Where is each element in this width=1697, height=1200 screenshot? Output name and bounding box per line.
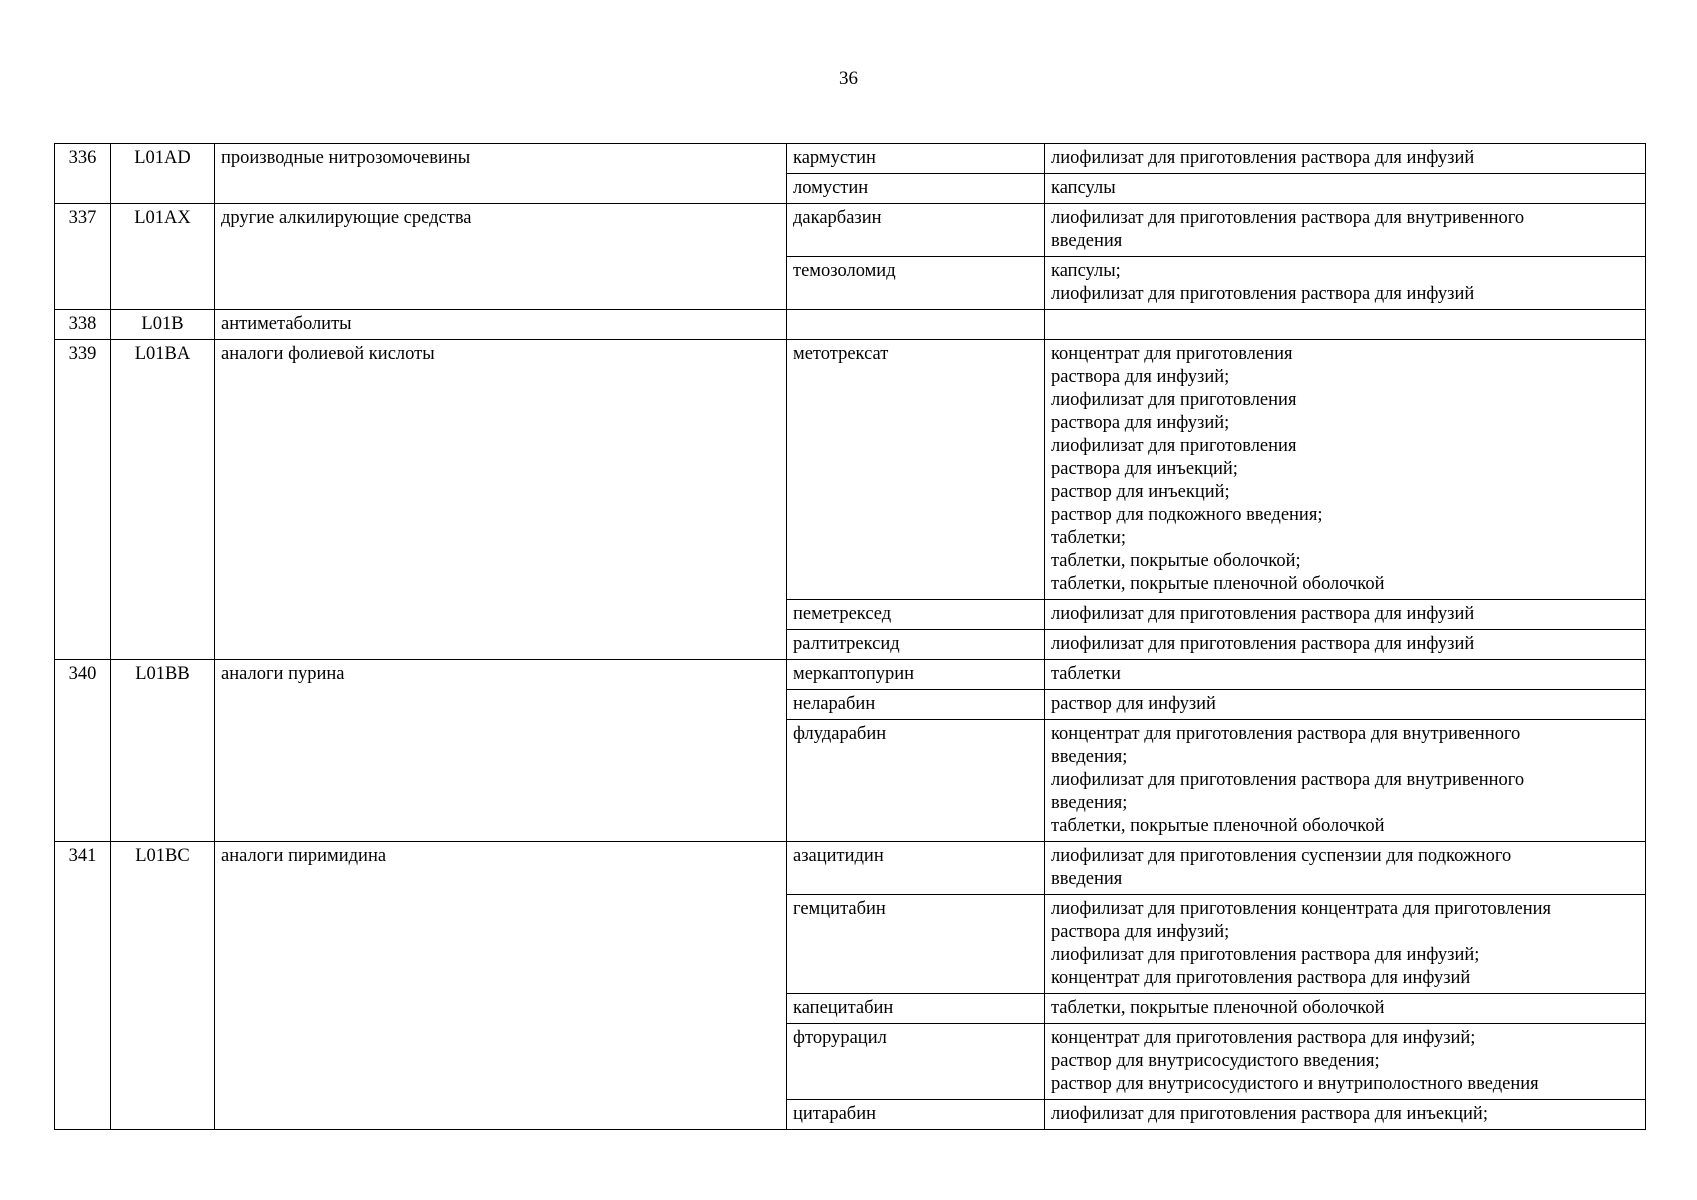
table-row [55,660,1646,690]
dosage-form-cell: концентрат для приготовления раствора для инфузий; раствор для внутрисосудистого введения; раствор для внутрисосудистого и внутриполостного введения [1045,1024,1646,1100]
dosage-form-cell [1045,310,1646,340]
drug-name-cell: меркаптопурин [787,660,1045,690]
table-row [55,144,1646,174]
row-number-cell: 336 [55,144,111,204]
drug-name-cell: ралтитрексид [787,630,1045,660]
row-number-cell: 339 [55,340,111,660]
row-number-cell: 338 [55,310,111,340]
drug-name-cell: пеметрексед [787,600,1045,630]
atc-code-cell: L01BA [111,340,215,660]
atc-code-cell: L01B [111,310,215,340]
atc-code-cell: L01AD [111,144,215,204]
drug-name-cell: дакарбазин [787,204,1045,257]
group-name-cell: антиметаболиты [215,310,787,340]
drug-name-cell [787,310,1045,340]
table-row [55,842,1646,895]
row-number-cell: 340 [55,660,111,842]
dosage-form-cell: раствор для инфузий [1045,690,1646,720]
group-name-cell: другие алкилирующие средства [215,204,787,310]
dosage-form-cell: капсулы [1045,174,1646,204]
drug-name-cell: ломустин [787,174,1045,204]
dosage-form-cell: лиофилизат для приготовления раствора для инфузий [1045,144,1646,174]
dosage-form-cell: лиофилизат для приготовления раствора для инфузий [1045,600,1646,630]
dosage-form-cell: капсулы; лиофилизат для приготовления раствора для инфузий [1045,257,1646,310]
atc-code-cell: L01AX [111,204,215,310]
drug-name-cell: цитарабин [787,1100,1045,1130]
dosage-form-cell: таблетки [1045,660,1646,690]
dosage-form-cell: лиофилизат для приготовления раствора для внутривенного введения [1045,204,1646,257]
drug-name-cell: неларабин [787,690,1045,720]
medication-table [54,143,1646,1130]
drug-name-cell: азацитидин [787,842,1045,895]
dosage-form-cell: лиофилизат для приготовления суспензии для подкожного введения [1045,842,1646,895]
drug-name-cell: темозоломид [787,257,1045,310]
drug-name-cell: флударабин [787,720,1045,842]
drug-name-cell: гемцитабин [787,895,1045,994]
group-name-cell: аналоги фолиевой кислоты [215,340,787,660]
dosage-form-cell: концентрат для приготовления раствора для внутривенного введения; лиофилизат для приготовления раствора для внутривенного введения; таблетки, покрытые пленочной оболочкой [1045,720,1646,842]
table-row [55,310,1646,340]
dosage-form-cell: концентрат для приготовления раствора для инфузий; лиофилизат для приготовления раствора для инфузий; лиофилизат для приготовления раствора для инъекций; раствор для инъекций; раствор для подкожного введения; таблетки; таблетки, покрытые оболочкой; таблетки, покрытые пленочной оболочкой [1045,340,1646,600]
dosage-form-cell: лиофилизат для приготовления раствора для инфузий [1045,630,1646,660]
dosage-form-cell: таблетки, покрытые пленочной оболочкой [1045,994,1646,1024]
page-number: 36 [839,68,858,89]
row-number-cell: 337 [55,204,111,310]
group-name-cell: аналоги пиримидина [215,842,787,1130]
drug-name-cell: метотрексат [787,340,1045,600]
drug-name-cell: фторурацил [787,1024,1045,1100]
group-name-cell: производные нитрозомочевины [215,144,787,204]
group-name-cell: аналоги пурина [215,660,787,842]
atc-code-cell: L01BC [111,842,215,1130]
drug-name-cell: кармустин [787,144,1045,174]
drug-name-cell: капецитабин [787,994,1045,1024]
row-number-cell: 341 [55,842,111,1130]
table-row [55,340,1646,600]
atc-code-cell: L01BB [111,660,215,842]
table-row [55,204,1646,257]
medication-table-body [55,144,1646,1130]
dosage-form-cell: лиофилизат для приготовления раствора для инъекций; [1045,1100,1646,1130]
dosage-form-cell: лиофилизат для приготовления концентрата для приготовления раствора для инфузий; лиофилизат для приготовления раствора для инфузий; концентрат для приготовления раствора для инфузий [1045,895,1646,994]
